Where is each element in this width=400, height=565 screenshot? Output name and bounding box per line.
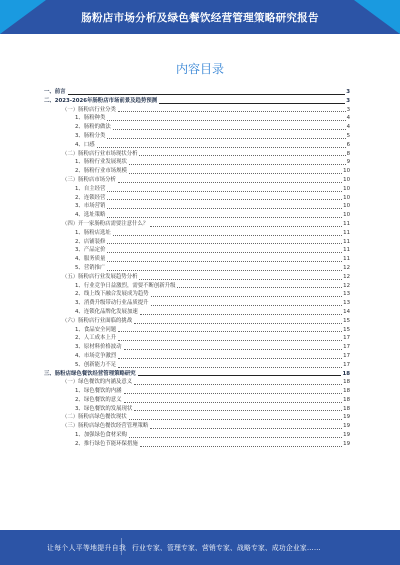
toc-entry[interactable]	[44, 264, 350, 273]
toc-heading: 内容目录	[175, 62, 224, 76]
toc-entry[interactable]	[44, 326, 350, 335]
toc-entry-page: 3	[346, 97, 350, 104]
toc-entry-page: 18	[343, 396, 350, 403]
toc-entry-label: 3、原材料价格波动	[75, 344, 122, 351]
toc-entry[interactable]	[44, 220, 350, 229]
toc-entry[interactable]	[44, 405, 350, 414]
toc-entry[interactable]	[44, 106, 350, 115]
toc-entry-page: 9	[346, 159, 350, 166]
toc-leader-dots	[68, 94, 346, 95]
toc-entry[interactable]	[44, 132, 350, 141]
toc-entry-page: 10	[343, 185, 350, 192]
toc-leader-dots	[107, 199, 342, 200]
toc-entry-label: 3、绿色餐饮的发展现状	[75, 405, 133, 412]
toc-leader-dots	[134, 410, 342, 411]
toc-entry-page: 4	[346, 115, 350, 122]
toc-entry-page: 18	[343, 388, 350, 395]
report-title: 肠粉店市场分析及绿色餐饮经营管理策略研究报告	[81, 12, 319, 24]
toc-leader-dots	[151, 296, 343, 297]
toc-entry[interactable]	[44, 88, 350, 97]
toc-entry-page: 13	[343, 291, 350, 298]
toc-entry-page: 10	[343, 194, 350, 201]
toc-entry-label: （三）肠粉店市场分析	[62, 176, 116, 183]
toc-entry-label: 3、产品定价	[75, 247, 106, 254]
toc-leader-dots	[118, 358, 342, 359]
toc-entry[interactable]	[44, 185, 350, 194]
toc-leader-dots	[118, 367, 342, 368]
toc-entry-label: 二、2023-2026年肠粉店市场前景及趋势预测	[44, 97, 158, 104]
toc-entry-label: 1、肠粉店选址	[75, 229, 111, 236]
toc-entry-label: 1、肠粉行业发展现状	[75, 159, 127, 166]
toc-entry-page: 6	[346, 141, 350, 148]
toc-leader-dots	[97, 147, 346, 148]
toc-entry-page: 18	[343, 379, 350, 386]
toc-entry[interactable]	[44, 97, 350, 106]
toc-entry-page: 10	[343, 212, 350, 219]
toc-leader-dots	[177, 287, 342, 288]
toc-leader-dots	[124, 393, 343, 394]
toc-entry-page: 19	[343, 423, 350, 430]
toc-leader-dots	[118, 331, 342, 332]
toc-entry-page: 17	[343, 361, 350, 368]
toc-entry-page: 19	[343, 440, 350, 447]
toc-entry-page: 12	[343, 264, 350, 271]
toc-entry[interactable]	[44, 378, 350, 387]
toc-entry-label: 4、市场竞争激烈	[75, 352, 117, 359]
toc-entry-page: 10	[343, 168, 350, 175]
toc-entry[interactable]	[44, 361, 350, 370]
toc-entry[interactable]	[44, 370, 350, 379]
toc-entry-page: 19	[343, 414, 350, 421]
toc-entry[interactable]	[44, 176, 350, 185]
toc-entry-page: 5	[346, 132, 350, 139]
toc-leader-dots	[107, 138, 345, 139]
toc-entry-label: 3、市场营销	[75, 203, 106, 210]
toc-entry-label: （二）肠粉店行业市场现状分析	[62, 150, 138, 157]
toc-leader-dots	[113, 235, 342, 236]
toc-entry[interactable]	[44, 413, 350, 422]
toc-entry-label: 2、肠粉的做法	[75, 124, 111, 131]
toc-leader-dots	[140, 446, 342, 447]
toc-entry[interactable]	[44, 273, 350, 282]
toc-entry[interactable]	[44, 123, 350, 132]
toc-entry[interactable]	[44, 211, 350, 220]
toc-entry-label: 2、连锁经营	[75, 194, 106, 201]
toc-entry-page: 19	[343, 432, 350, 439]
toc-leader-dots	[129, 419, 342, 420]
toc-entry-page: 11	[343, 238, 350, 245]
toc-leader-dots	[134, 323, 342, 324]
toc-entry-label: 2、店铺装修	[75, 238, 106, 245]
toc-entry[interactable]	[44, 229, 350, 238]
toc-entry-label: （六）肠粉店行业面临的挑战	[62, 317, 133, 324]
toc-entry-page: 12	[343, 282, 350, 289]
toc-entry-label: 1、食品安全问题	[75, 326, 117, 333]
toc-entry-label: 4、口感	[75, 141, 95, 148]
toc-entry-page: 13	[343, 300, 350, 307]
toc-leader-dots	[107, 252, 342, 253]
toc-entry-label: 一、前言	[44, 89, 66, 95]
toc-entry-label: 3、肠粉分类	[75, 132, 106, 139]
toc-entry-label: （一）绿色餐饮的内涵及意义	[62, 379, 133, 386]
toc-entry[interactable]	[44, 238, 350, 247]
toc-entry-label: （五）肠粉店行业发展趋势分析	[62, 273, 138, 280]
toc-leader-dots	[124, 349, 343, 350]
toc-entry[interactable]	[44, 167, 350, 176]
toc-entry[interactable]	[44, 334, 350, 343]
toc-entry[interactable]	[44, 440, 350, 449]
toc-leader-dots	[129, 173, 342, 174]
toc-entry-page: 17	[343, 352, 350, 359]
toc-entry-label: 三、肠粉店绿色餐饮经营管理策略研究	[44, 370, 136, 377]
toc-entry-page: 14	[343, 308, 350, 315]
toc-entry-label: 1、肠粉种类	[75, 115, 106, 122]
toc-leader-dots	[107, 217, 342, 218]
page-header	[0, 0, 400, 34]
toc-leader-dots	[107, 243, 342, 244]
toc-entry[interactable]	[44, 396, 350, 405]
toc-leader-dots	[118, 111, 346, 112]
toc-leader-dots	[129, 164, 346, 165]
toc-entry-page: 17	[343, 344, 350, 351]
toc-entry-page: 11	[343, 220, 350, 227]
toc-entry-label: 4、连锁化品牌化发展加速	[75, 308, 138, 315]
toc-entry[interactable]	[44, 246, 350, 255]
toc-entry-label: 2、人工成本上升	[75, 335, 117, 342]
toc-leader-dots	[118, 182, 342, 183]
toc-entry-page: 3	[346, 89, 350, 95]
toc-entry-label: （四）开一家肠粉店需要注意什么？	[62, 220, 149, 227]
toc-leader-dots	[113, 129, 346, 130]
toc-leader-dots	[140, 314, 342, 315]
toc-leader-dots	[139, 279, 342, 280]
toc-entry[interactable]	[44, 343, 350, 352]
toc-entry-page: 15	[343, 317, 350, 324]
toc-entry[interactable]	[44, 422, 350, 431]
toc-entry-page: 12	[343, 273, 350, 280]
toc-entry-page: 10	[343, 176, 350, 183]
toc-entry-label: 1、绿色餐饮的内涵	[75, 388, 122, 395]
toc-entry[interactable]	[44, 114, 350, 123]
toc-leader-dots	[107, 120, 345, 121]
toc-leader-dots	[150, 226, 342, 227]
toc-entry-page: 8	[346, 150, 350, 157]
toc-leader-dots	[151, 305, 343, 306]
toc-entry-label: （一）肠粉店行业分类	[62, 106, 116, 113]
toc-entry-label: 2、绿色餐饮的意义	[75, 396, 122, 403]
toc-entry[interactable]	[44, 282, 350, 291]
toc-entry-page: 11	[343, 229, 350, 236]
toc-entry-page: 11	[343, 247, 350, 254]
toc-entry[interactable]	[44, 150, 350, 159]
toc-entry-label: 5、营销推广	[75, 264, 106, 271]
footer-divider	[121, 538, 122, 555]
toc-entry-page: 4	[346, 124, 350, 131]
toc-entry-page: 17	[343, 335, 350, 342]
toc-leader-dots	[134, 384, 342, 385]
toc-entry[interactable]	[44, 141, 350, 150]
toc-entry[interactable]	[44, 194, 350, 203]
toc-entry[interactable]	[44, 431, 350, 440]
toc-entry[interactable]	[44, 158, 350, 167]
toc-entry[interactable]	[44, 290, 350, 299]
toc-entry-label: 2、线上线下融合发展成为趋势	[75, 291, 149, 298]
toc-entry-page: 10	[343, 203, 350, 210]
toc-leader-dots	[124, 402, 343, 403]
toc-entry-label: 2、推行绿色节能环保措施	[75, 440, 138, 447]
toc-entry-label: 4、选址策略	[75, 212, 106, 219]
toc-leader-dots	[107, 191, 342, 192]
toc-leader-dots	[118, 340, 342, 341]
toc-entry-label: 5、创新能力不足	[75, 361, 117, 368]
toc-entry-label: （二）肠粉店绿色餐饮现状	[62, 414, 127, 421]
toc-entry[interactable]	[44, 352, 350, 361]
toc-leader-dots	[150, 428, 342, 429]
footer-experts-line: 行业专家、管理专家、营销专家、战略专家、成功企业家……	[132, 544, 321, 552]
toc-entry[interactable]	[44, 317, 350, 326]
toc-entry-label: 1、行业竞争日益激烈，需要不断创新升级	[75, 282, 176, 289]
toc-leader-dots	[129, 437, 342, 438]
toc-entry-label: 4、服务质量	[75, 256, 106, 263]
toc-leader-dots	[107, 208, 342, 209]
toc-leader-dots	[107, 270, 342, 271]
toc-entry-label: 3、消费升级带动行业品质提升	[75, 300, 149, 307]
toc-entry-page: 15	[343, 326, 350, 333]
toc-entry[interactable]	[44, 299, 350, 308]
toc-entry[interactable]	[44, 308, 350, 317]
toc-entry-label: 2、肠粉行业市场规模	[75, 168, 127, 175]
toc-entry-label: （三）肠粉店绿色餐饮经营管理策略	[62, 423, 149, 430]
toc-entry-page: 3	[346, 106, 350, 113]
toc-leader-dots	[107, 261, 342, 262]
toc-leader-dots	[159, 103, 345, 104]
toc-leader-dots	[138, 375, 342, 376]
toc-entry[interactable]	[44, 255, 350, 264]
toc-entry-page: 18	[342, 370, 350, 377]
toc-entry[interactable]	[44, 202, 350, 211]
toc-leader-dots	[139, 155, 345, 156]
toc-entry-label: 1、加强绿色食材采购	[75, 432, 127, 439]
toc-entry-page: 11	[343, 256, 350, 263]
toc-entry[interactable]	[44, 387, 350, 396]
page-footer	[0, 530, 400, 565]
toc-entry-page: 18	[343, 405, 350, 412]
toc-entry-label: 1、自主经营	[75, 185, 106, 192]
table-of-contents	[44, 88, 350, 449]
footer-slogan: 让每个人平等地提升自我	[47, 544, 127, 552]
